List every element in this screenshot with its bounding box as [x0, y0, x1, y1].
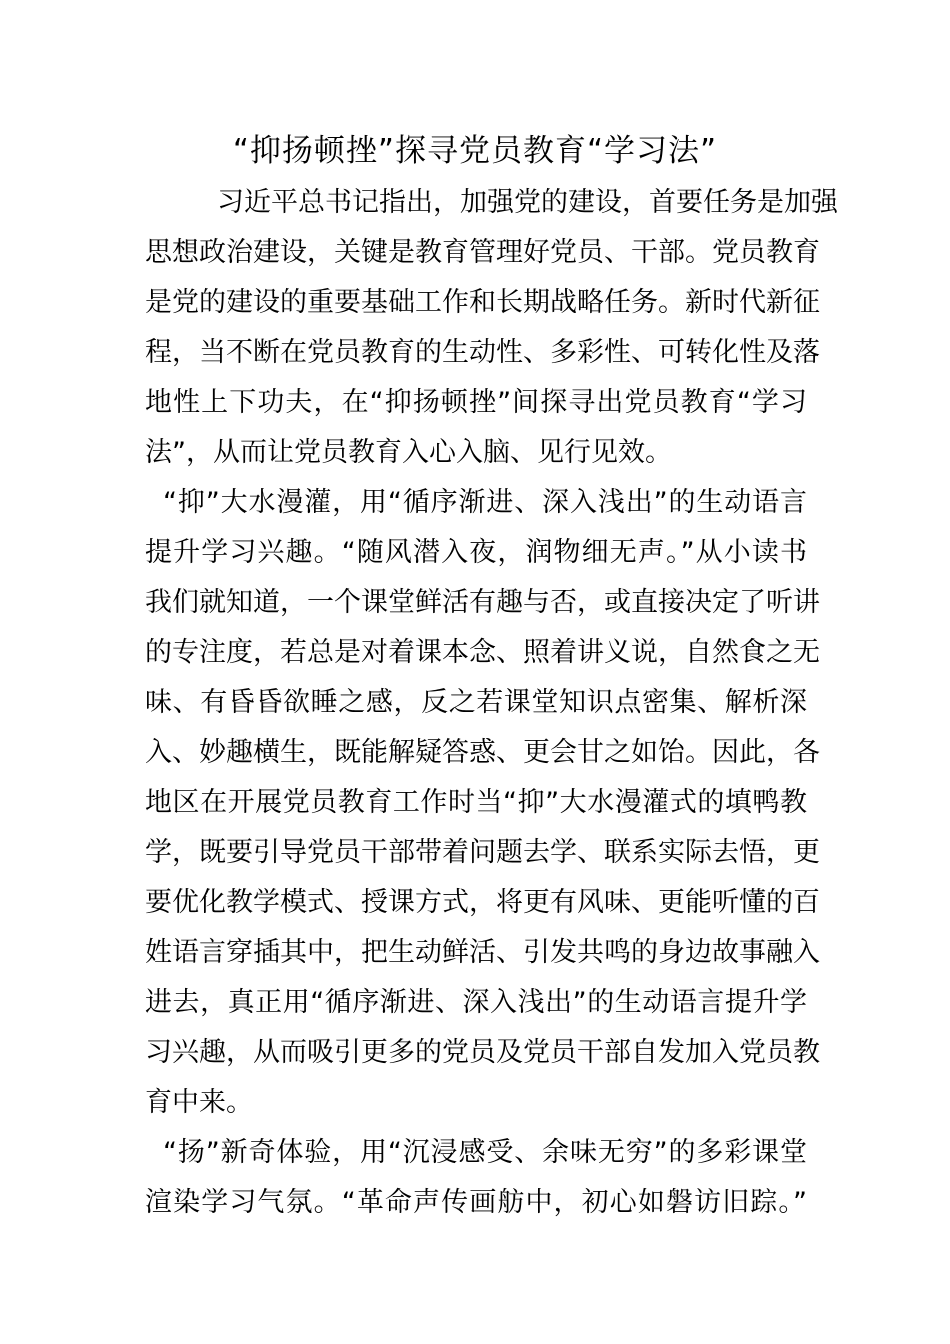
- text-line: 味、有昏昏欲睡之感，反之若课堂知识点密集、解析深: [145, 687, 807, 718]
- text-line: 习兴趣，从而吸引更多的党员及党员干部自发加入党员教: [145, 1037, 820, 1068]
- text-line: 法”，从而让党员教育入心入脑、见行见效。: [145, 437, 672, 468]
- text-line: 进去，真正用“循序渐进、深入浅出”的生动语言提升学: [145, 987, 807, 1018]
- paragraph-yang: [145, 1128, 807, 1228]
- text-line: 是党的建设的重要基础工作和长期战略任务。新时代新征: [145, 287, 820, 318]
- text-line: 渲染学习气氛。“革命声传画舫中，初心如磐访旧踪。”: [145, 1187, 807, 1218]
- document-title: “抑扬顿挫”探寻党员教育“学习法”: [232, 133, 718, 169]
- text-line: 地性上下功夫，在“抑扬顿挫”间探寻出党员教育“学习: [145, 387, 807, 418]
- text-line: 思想政治建设，关键是教育管理好党员、干部。党员教育: [145, 237, 820, 268]
- text-line: “扬”新奇体验，用“沉浸感受、余味无穷”的多彩课堂: [163, 1137, 807, 1168]
- text-line: 地区在开展党员教育工作时当“抑”大水漫灌式的填鸭教: [145, 787, 807, 818]
- text-line: 程，当不断在党员教育的生动性、多彩性、可转化性及落: [145, 337, 820, 368]
- text-line: 学，既要引导党员干部带着问题去学、联系实际去悟，更: [145, 837, 820, 868]
- paragraph-yi: [145, 478, 820, 1128]
- document-body: [145, 178, 838, 1228]
- paragraph-intro: [145, 178, 838, 478]
- text-line: 提升学习兴趣。“随风潜入夜，润物细无声。”从小读书: [145, 537, 807, 568]
- text-line: 习近平总书记指出，加强党的建设，首要任务是加强: [217, 187, 838, 218]
- text-line: 的专注度，若总是对着课本念、照着讲义说，自然食之无: [145, 637, 820, 668]
- text-line: “抑”大水漫灌，用“循序渐进、深入浅出”的生动语言: [163, 487, 807, 518]
- text-line: 入、妙趣横生，既能解疑答惑、更会甘之如饴。因此，各: [145, 737, 820, 768]
- text-line: 育中来。: [145, 1087, 253, 1118]
- text-line: 姓语言穿插其中，把生动鲜活、引发共鸣的身边故事融入: [145, 937, 820, 968]
- text-line: 我们就知道，一个课堂鲜活有趣与否，或直接决定了听讲: [145, 587, 820, 618]
- text-line: 要优化教学模式、授课方式，将更有风味、更能听懂的百: [145, 887, 820, 918]
